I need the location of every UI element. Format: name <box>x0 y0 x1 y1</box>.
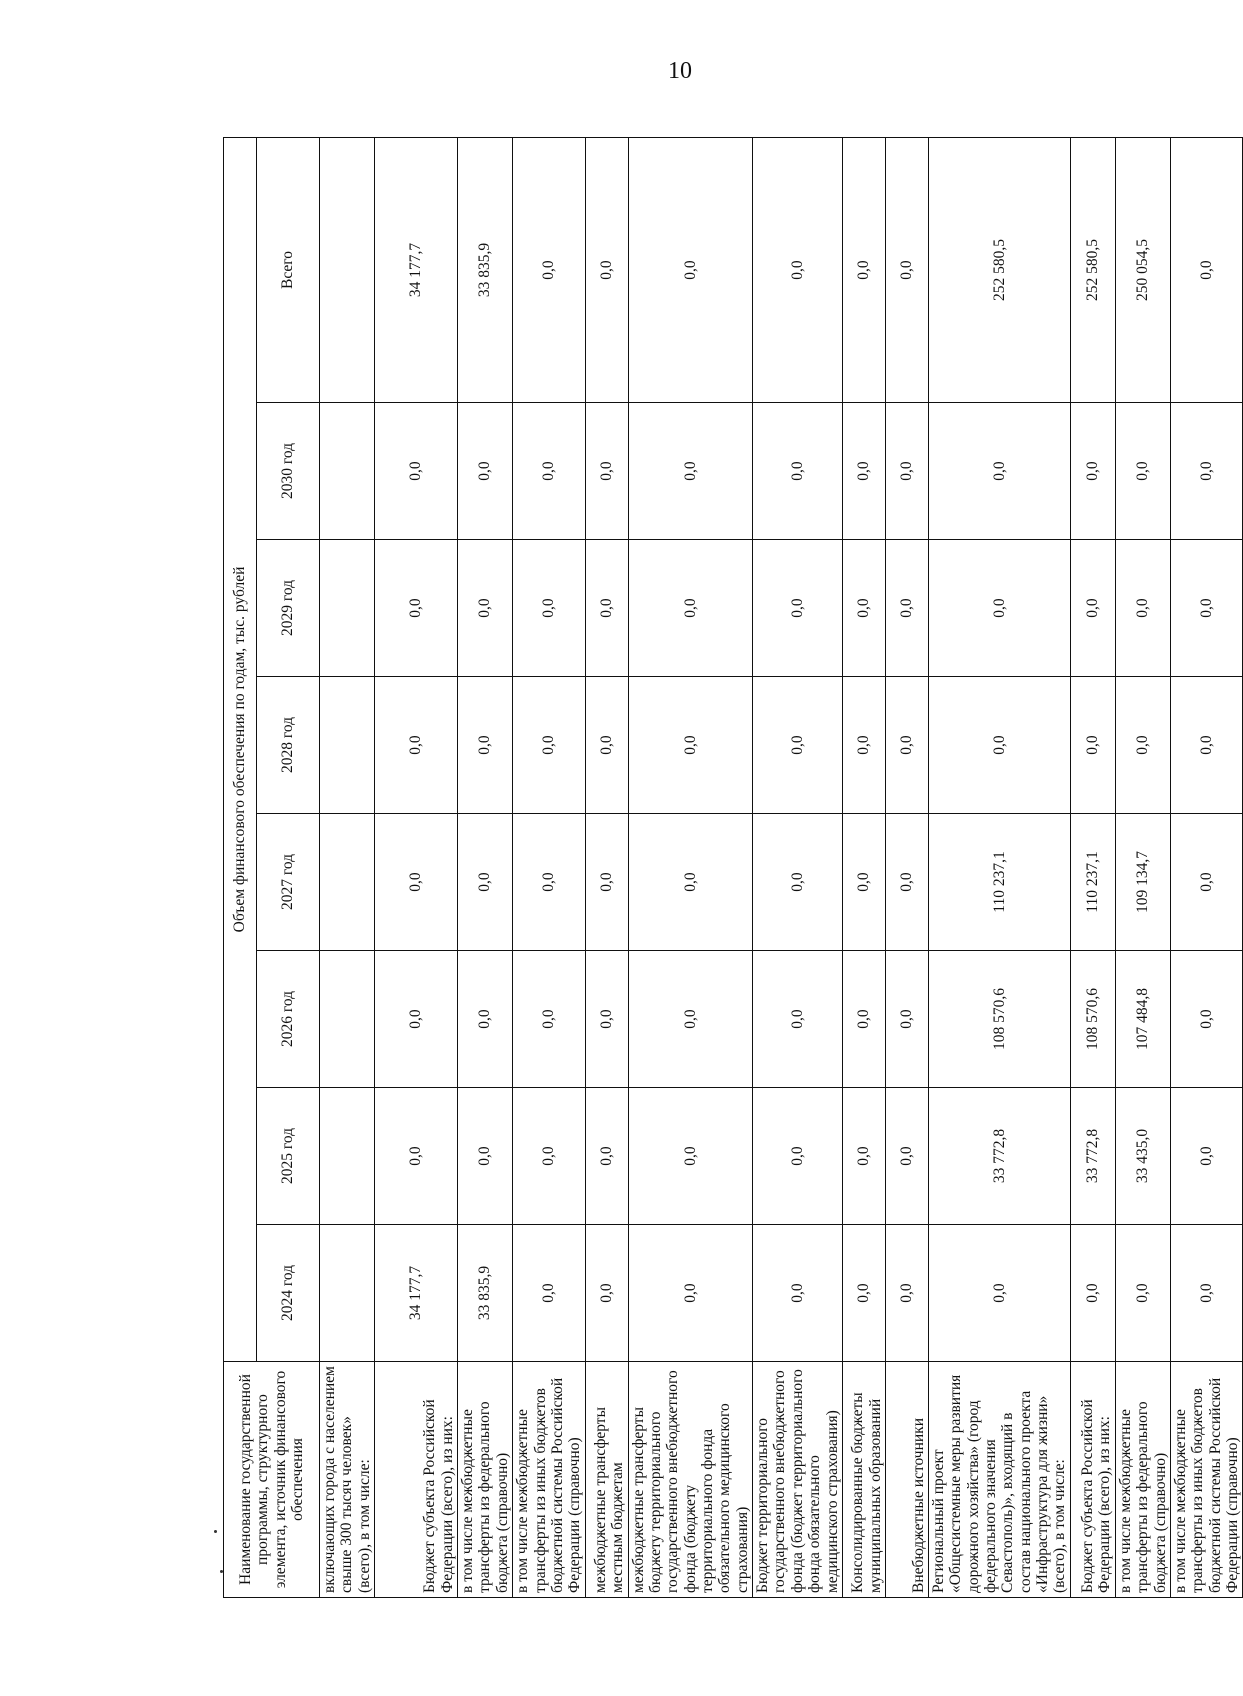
value-cell: 0,0 <box>842 1088 885 1225</box>
value-cell: 33 772,8 <box>928 1088 1070 1225</box>
value-cell: 0,0 <box>1070 403 1115 540</box>
row-name-cell: Бюджет субъекта Российской Федерации (всего), из них: <box>375 1362 458 1598</box>
row-name-cell: межбюджетные трансферты местным бюджетам <box>585 1362 628 1598</box>
year-column-header: 2026 год <box>257 951 320 1088</box>
value-cell: 33 435,0 <box>1115 1088 1170 1225</box>
value-cell: 0,0 <box>753 1225 843 1362</box>
value-cell <box>320 677 375 814</box>
table-body <box>320 138 1243 1598</box>
value-cell: 109 134,7 <box>1115 814 1170 951</box>
value-cell: 0,0 <box>375 677 458 814</box>
value-cell: 0,0 <box>928 677 1070 814</box>
financing-table <box>223 137 1243 1598</box>
value-cell: 0,0 <box>585 1225 628 1362</box>
value-cell: 0,0 <box>753 540 843 677</box>
value-cell: 0,0 <box>628 540 753 677</box>
value-cell: 0,0 <box>842 951 885 1088</box>
value-cell <box>320 1225 375 1362</box>
row-name-cell: Региональный проект «Общесистемные меры развития дорожного хозяйства» (город федерального значения Севастополь)», входящий в состав национального проекта «Инфраструктура для жизни» (всего), в том числе: <box>928 1362 1070 1598</box>
value-cell: 0,0 <box>513 677 585 814</box>
year-column-header: 2025 год <box>257 1088 320 1225</box>
value-cell: 0,0 <box>842 1225 885 1362</box>
value-cell: 0,0 <box>375 540 458 677</box>
table-header <box>224 138 320 1598</box>
table-row <box>928 138 1070 1598</box>
value-cell: 0,0 <box>628 951 753 1088</box>
value-cell: 0,0 <box>753 951 843 1088</box>
value-cell: 0,0 <box>585 403 628 540</box>
table-row <box>628 138 753 1598</box>
table-row <box>1115 138 1170 1598</box>
volume-header: Объем финансового обеспечения по годам, тыс. рублей <box>224 138 257 1362</box>
value-cell: 0,0 <box>1115 540 1170 677</box>
value-cell: 0,0 <box>885 814 928 951</box>
value-cell: 0,0 <box>458 403 513 540</box>
value-cell: 0,0 <box>1115 1225 1170 1362</box>
table-row <box>585 138 628 1598</box>
value-cell: 33 772,8 <box>1070 1088 1115 1225</box>
value-cell: 0,0 <box>585 951 628 1088</box>
value-cell: 0,0 <box>458 951 513 1088</box>
value-cell: 252 580,5 <box>928 138 1070 403</box>
value-cell: 110 237,1 <box>928 814 1070 951</box>
value-cell: 108 570,6 <box>928 951 1070 1088</box>
name-column-header: Наименование государственной программы, структурного элемента, источник финансового обеспечения <box>224 1362 320 1598</box>
value-cell: 0,0 <box>885 138 928 403</box>
scan-mark <box>214 1530 217 1533</box>
value-cell: 0,0 <box>513 540 585 677</box>
value-cell: 34 177,7 <box>375 1225 458 1362</box>
value-cell: 33 835,9 <box>458 138 513 403</box>
value-cell: 0,0 <box>885 540 928 677</box>
year-column-header: Всего <box>257 138 320 403</box>
table-row <box>842 138 885 1598</box>
value-cell: 0,0 <box>1115 403 1170 540</box>
value-cell: 0,0 <box>885 951 928 1088</box>
row-name-cell: в том числе межбюджетные трансферты из федерального бюджета (справочно) <box>458 1362 513 1598</box>
value-cell: 0,0 <box>753 403 843 540</box>
value-cell: 0,0 <box>628 138 753 403</box>
value-cell: 0,0 <box>513 1088 585 1225</box>
value-cell: 0,0 <box>842 138 885 403</box>
value-cell: 0,0 <box>628 1088 753 1225</box>
table-row <box>885 138 928 1598</box>
value-cell: 0,0 <box>513 814 585 951</box>
value-cell: 0,0 <box>458 814 513 951</box>
table-row <box>1170 138 1242 1598</box>
year-column-header: 2027 год <box>257 814 320 951</box>
value-cell: 0,0 <box>1170 814 1242 951</box>
value-cell: 0,0 <box>585 540 628 677</box>
row-name-cell: Консолидированные бюджеты муниципальных образований <box>842 1362 885 1598</box>
value-cell: 0,0 <box>885 1088 928 1225</box>
value-cell: 0,0 <box>842 677 885 814</box>
value-cell: 0,0 <box>585 677 628 814</box>
value-cell: 0,0 <box>1070 677 1115 814</box>
year-column-header: 2029 год <box>257 540 320 677</box>
value-cell <box>320 403 375 540</box>
value-cell: 0,0 <box>753 677 843 814</box>
value-cell: 252 580,5 <box>1070 138 1115 403</box>
value-cell <box>320 814 375 951</box>
value-cell <box>320 1088 375 1225</box>
value-cell: 0,0 <box>458 1088 513 1225</box>
value-cell: 0,0 <box>1170 138 1242 403</box>
value-cell: 0,0 <box>928 1225 1070 1362</box>
row-name-cell: включающих города с населением свыше 300 тысяч человек» (всего), в том числе: <box>320 1362 375 1598</box>
value-cell: 0,0 <box>842 814 885 951</box>
value-cell: 0,0 <box>628 677 753 814</box>
value-cell: 33 835,9 <box>458 1225 513 1362</box>
value-cell: 0,0 <box>628 814 753 951</box>
value-cell: 110 237,1 <box>1070 814 1115 951</box>
rotated-table-container <box>223 138 1241 1598</box>
table-row <box>753 138 843 1598</box>
value-cell: 34 177,7 <box>375 138 458 403</box>
table-row <box>1070 138 1115 1598</box>
value-cell: 0,0 <box>885 677 928 814</box>
value-cell: 0,0 <box>753 1088 843 1225</box>
value-cell <box>320 951 375 1088</box>
table-row <box>513 138 585 1598</box>
row-name-cell: в том числе межбюджетные трансферты из федерального бюджета (справочно) <box>1115 1362 1170 1598</box>
value-cell: 0,0 <box>375 1088 458 1225</box>
value-cell: 0,0 <box>928 540 1070 677</box>
value-cell: 0,0 <box>513 403 585 540</box>
value-cell: 0,0 <box>628 1225 753 1362</box>
value-cell: 0,0 <box>842 540 885 677</box>
year-column-header: 2028 год <box>257 677 320 814</box>
value-cell: 0,0 <box>842 403 885 540</box>
value-cell: 0,0 <box>885 1225 928 1362</box>
row-name-cell: Бюджет территориального государственного внебюджетного фонда (бюджет территориального фонда обязательного медицинского страхования) <box>753 1362 843 1598</box>
row-name-cell: межбюджетные трансферты бюджету территориального государственного внебюджетного фонда (бюджету территориального фонда обязательного медицинского страхования) <box>628 1362 753 1598</box>
value-cell: 0,0 <box>928 403 1070 540</box>
table-row <box>320 138 375 1598</box>
value-cell: 0,0 <box>585 814 628 951</box>
value-cell: 0,0 <box>375 951 458 1088</box>
value-cell: 0,0 <box>1170 951 1242 1088</box>
scan-mark <box>220 1570 223 1573</box>
row-name-cell: в том числе межбюджетные трансферты из иных бюджетов бюджетной системы Российской Федерации (справочно) <box>513 1362 585 1598</box>
value-cell: 0,0 <box>753 814 843 951</box>
value-cell: 0,0 <box>585 138 628 403</box>
value-cell: 0,0 <box>1170 677 1242 814</box>
value-cell: 0,0 <box>753 138 843 403</box>
value-cell: 0,0 <box>1070 540 1115 677</box>
value-cell: 0,0 <box>458 540 513 677</box>
value-cell: 0,0 <box>458 677 513 814</box>
page-number: 10 <box>668 58 692 84</box>
value-cell: 108 570,6 <box>1070 951 1115 1088</box>
table-row <box>458 138 513 1598</box>
value-cell: 0,0 <box>375 403 458 540</box>
value-cell <box>320 540 375 677</box>
table-row <box>375 138 458 1598</box>
value-cell: 0,0 <box>585 1088 628 1225</box>
value-cell: 0,0 <box>513 1225 585 1362</box>
value-cell: 107 484,8 <box>1115 951 1170 1088</box>
row-name-cell: в том числе межбюджетные трансферты из иных бюджетов бюджетной системы Российской Федерации (справочно) <box>1170 1362 1242 1598</box>
year-column-header: 2024 год <box>257 1225 320 1362</box>
value-cell: 0,0 <box>1170 540 1242 677</box>
value-cell: 0,0 <box>1170 1088 1242 1225</box>
value-cell: 0,0 <box>628 403 753 540</box>
value-cell: 0,0 <box>513 951 585 1088</box>
value-cell: 0,0 <box>885 403 928 540</box>
value-cell: 0,0 <box>513 138 585 403</box>
year-column-header: 2030 год <box>257 403 320 540</box>
value-cell: 0,0 <box>1170 403 1242 540</box>
value-cell: 0,0 <box>1170 1225 1242 1362</box>
value-cell: 0,0 <box>1115 677 1170 814</box>
value-cell: 0,0 <box>1070 1225 1115 1362</box>
value-cell: 250 054,5 <box>1115 138 1170 403</box>
row-name-cell: Внебюджетные источники <box>885 1362 928 1598</box>
value-cell <box>320 138 375 403</box>
row-name-cell: Бюджет субъекта Российской Федерации (всего), из них: <box>1070 1362 1115 1598</box>
value-cell: 0,0 <box>375 814 458 951</box>
